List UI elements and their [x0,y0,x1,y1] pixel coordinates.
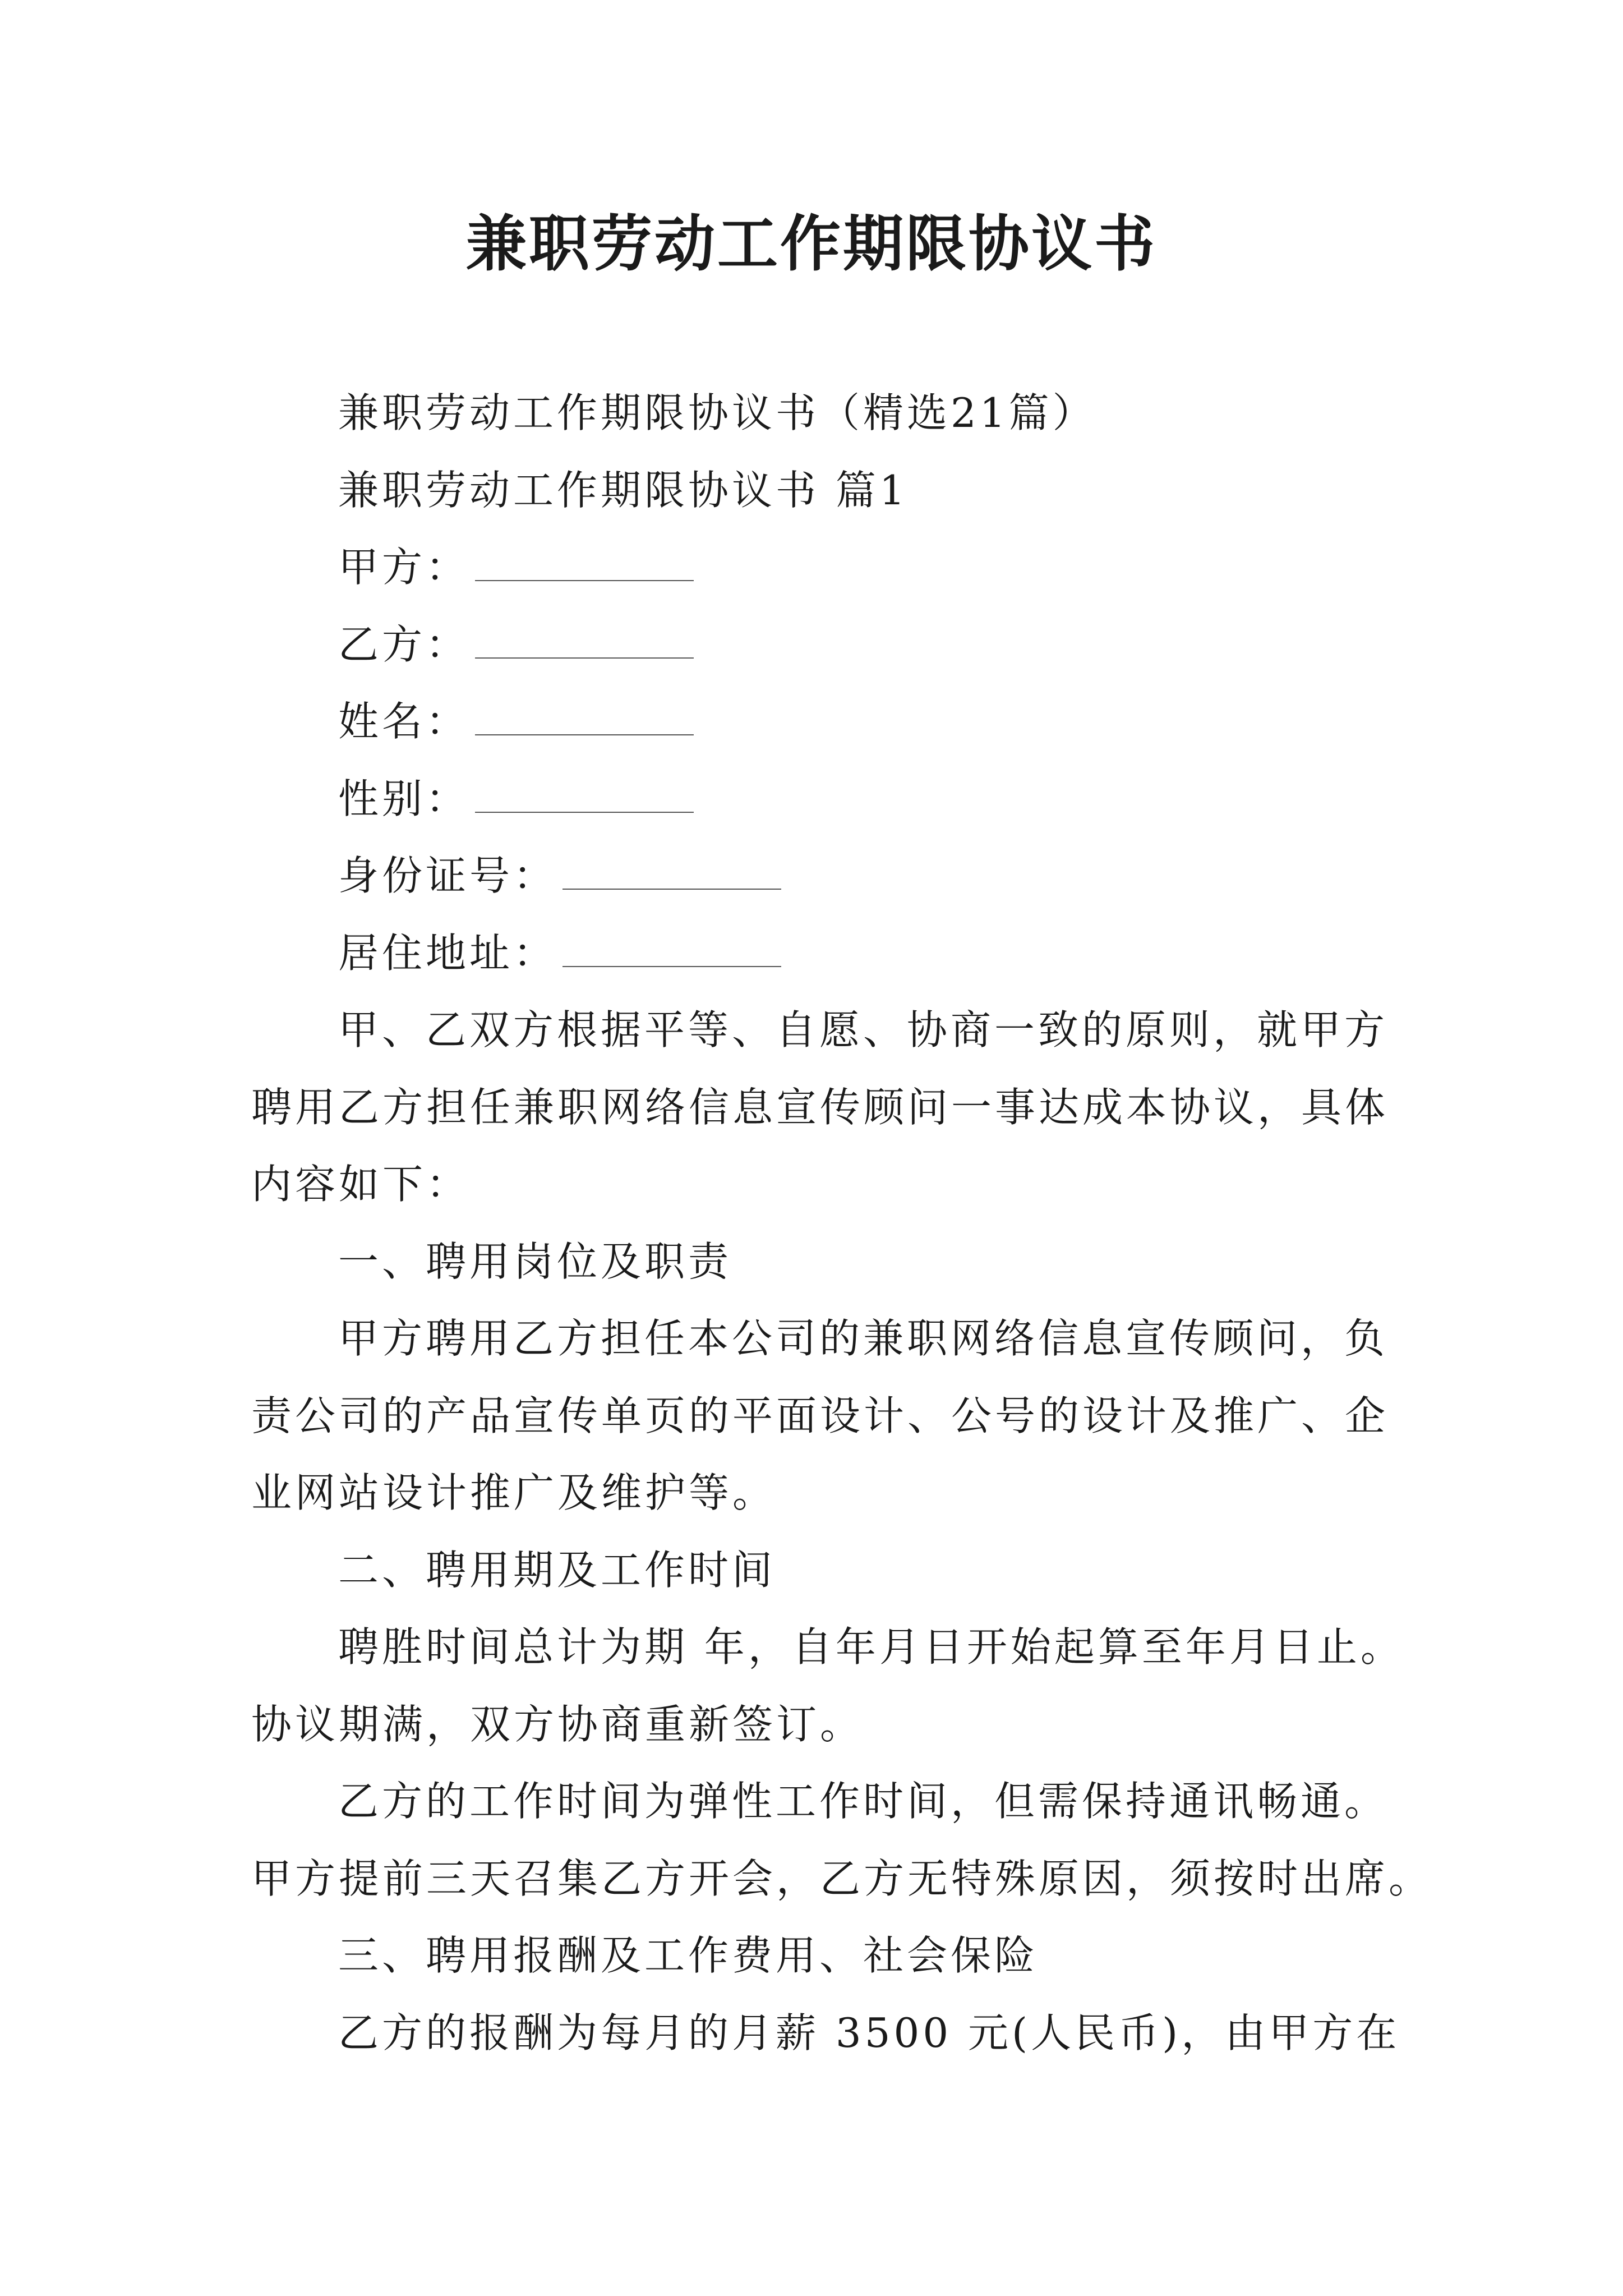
paragraph-line: 责公司的产品宣传单页的平面设计、公号的设计及推广、企 [251,1392,1389,1439]
clause-heading: 二、聘用期及工作时间 [338,1546,776,1594]
paragraph-line: 协议期满，双方协商重新签订。 [251,1700,864,1748]
document-title: 兼职劳动工作期限协议书 [465,209,1157,279]
field-label: 姓名： [338,698,470,745]
clause-heading: 三、聘用报酬及工作费用、社会保险 [338,1932,1039,1979]
fill-in-blank [475,701,694,735]
clause-heading: 一、聘用岗位及职责 [338,1237,732,1285]
field-label: 身份证号： [338,852,557,899]
field-name [251,683,1373,761]
field-id-number [251,838,1373,915]
paragraph-line: 乙方的报酬为每月的月薪 3500 元(人民币)，由甲方在 [338,2009,1400,2056]
field-party-a [251,529,1373,606]
fill-in-blank [475,546,694,581]
field-label: 乙方： [338,620,470,668]
field-label: 居住地址： [338,929,557,977]
section-heading: 兼职劳动工作期限协议书 篇1 [338,466,909,514]
paragraph-line: 乙方的工作时间为弹性工作时间，但需保持通讯畅通。 [338,1778,1389,1825]
paragraph-line: 内容如下： [251,1161,471,1208]
fill-in-blank [475,778,694,813]
paragraph-line: 甲方提前三天召集乙方开会，乙方无特殊原因，须按时出席。 [251,1855,1433,1902]
paragraph-line: 甲、乙双方根据平等、自愿、协商一致的原则，就甲方 [338,1006,1389,1053]
fill-in-blank [562,855,781,890]
field-address [251,915,1373,992]
fill-in-blank [475,624,694,659]
fill-in-blank [562,932,781,967]
paragraph-line: 聘用乙方担任兼职网络信息宣传顾问一事达成本协议，具体 [251,1083,1389,1131]
field-gender [251,761,1373,838]
paragraph-line: 甲方聘用乙方担任本公司的兼职网络信息宣传顾问，负 [338,1315,1389,1362]
field-label: 性别： [338,775,470,822]
paragraph-line: 聘胜时间总计为期 年，自年月日开始起算至年月日止。 [338,1623,1404,1671]
subtitle: 兼职劳动工作期限协议书（精选21篇） [338,389,1096,436]
field-party-b [251,606,1373,684]
paragraph-line: 业网站设计推广及维护等。 [251,1469,777,1516]
document-body [251,375,1433,2072]
field-label: 甲方： [338,544,470,591]
